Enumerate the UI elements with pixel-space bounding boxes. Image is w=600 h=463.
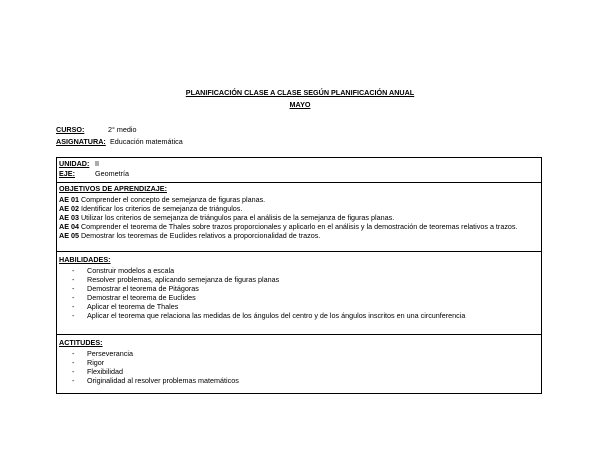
ae-item <box>59 222 539 231</box>
bullet: - <box>72 275 75 284</box>
list-item <box>59 367 539 376</box>
unidad-eje-cell <box>57 158 542 183</box>
list-item-text: Construir modelos a escala <box>87 266 175 275</box>
ae-text: Identificar los criterios de semejanza de triángulos. <box>78 204 243 213</box>
curso-row <box>56 125 136 134</box>
list-item-text: Aplicar el teorema que relaciona las medidas de los ángulos del centro y de los ángulos inscritos en una circunferencia <box>87 311 466 320</box>
habilidades-row <box>57 252 542 335</box>
asignatura-label: ASIGNATURA: <box>56 137 106 146</box>
habilidades-title: HABILIDADES: <box>59 255 111 264</box>
list-item <box>59 358 539 367</box>
document-title: PLANIFICACIÓN CLASE A CLASE SEGÚN PLANIFICACIÓN ANUAL <box>185 88 415 97</box>
actitudes-row <box>57 335 542 394</box>
ae-code: AE 04 <box>59 222 79 231</box>
ae-code: AE 05 <box>59 231 79 240</box>
objetivos-cell <box>57 183 542 252</box>
ae-code: AE 01 <box>59 195 79 204</box>
list-item <box>59 376 539 385</box>
objetivos-list <box>59 195 539 240</box>
list-item <box>59 349 539 358</box>
ae-text: Utilizar los criterios de semejanza de triángulos para el análisis de la semejanza de figuras planas. <box>78 213 395 222</box>
month-title: MAYO <box>289 100 311 109</box>
ae-item <box>59 231 539 240</box>
eje-line <box>59 169 539 178</box>
ae-code: AE 03 <box>59 213 79 222</box>
ae-item <box>59 213 539 222</box>
ae-text: Comprender el concepto de semejanza de figuras planas. <box>78 195 266 204</box>
list-item-text: Flexibilidad <box>87 367 123 376</box>
bullet: - <box>72 376 75 385</box>
eje-value: Geometría <box>95 169 129 178</box>
planning-table <box>56 157 542 394</box>
list-item-text: Demostrar el teorema de Euclides <box>87 293 196 302</box>
list-item-text: Resolver problemas, aplicando semejanza de figuras planas <box>87 275 280 284</box>
bullet: - <box>72 367 75 376</box>
bullet: - <box>72 284 75 293</box>
bullet: - <box>72 302 75 311</box>
list-item-text: Rigor <box>87 358 105 367</box>
unidad-line <box>59 159 539 168</box>
list-item-text: Originalidad al resolver problemas matemáticos <box>87 376 239 385</box>
asignatura-row <box>56 137 183 146</box>
objetivos-row <box>57 183 542 252</box>
list-item <box>59 293 539 302</box>
unidad-value: II <box>95 159 99 168</box>
list-item-text: Demostrar el teorema de Pitágoras <box>87 284 199 293</box>
list-item <box>59 311 539 320</box>
ae-text: Demostrar los teoremas de Euclides relativos a proporcionalidad de trazos. <box>78 231 321 240</box>
actitudes-title: ACTITUDES: <box>59 338 103 347</box>
unidad-label: UNIDAD: <box>59 159 90 168</box>
bullet: - <box>72 293 75 302</box>
actitudes-list <box>59 349 539 385</box>
objetivos-title: OBJETIVOS DE APRENDIZAJE: <box>59 184 167 193</box>
habilidades-cell <box>57 252 542 335</box>
eje-label: EJE: <box>59 169 75 178</box>
habilidades-list <box>59 266 539 320</box>
asignatura-value: Educación matemática <box>110 137 183 146</box>
curso-label: CURSO: <box>56 125 85 134</box>
unidad-eje-row <box>57 158 542 183</box>
list-item-text: Perseverancia <box>87 349 133 358</box>
list-item <box>59 284 539 293</box>
ae-text: Comprender el teorema de Thales sobre trazos proporcionales y aplicarlo en el análisis y la demostración de teoremas relativos a trazos. <box>78 222 518 231</box>
actitudes-cell <box>57 335 542 394</box>
bullet: - <box>72 358 75 367</box>
list-item <box>59 266 539 275</box>
ae-item <box>59 204 539 213</box>
bullet: - <box>72 311 75 320</box>
ae-code: AE 02 <box>59 204 79 213</box>
bullet: - <box>72 266 75 275</box>
bullet: - <box>72 349 75 358</box>
list-item <box>59 302 539 311</box>
curso-value: 2° medio <box>108 125 137 134</box>
ae-item <box>59 195 539 204</box>
list-item-text: Aplicar el teorema de Thales <box>87 302 179 311</box>
list-item <box>59 275 539 284</box>
